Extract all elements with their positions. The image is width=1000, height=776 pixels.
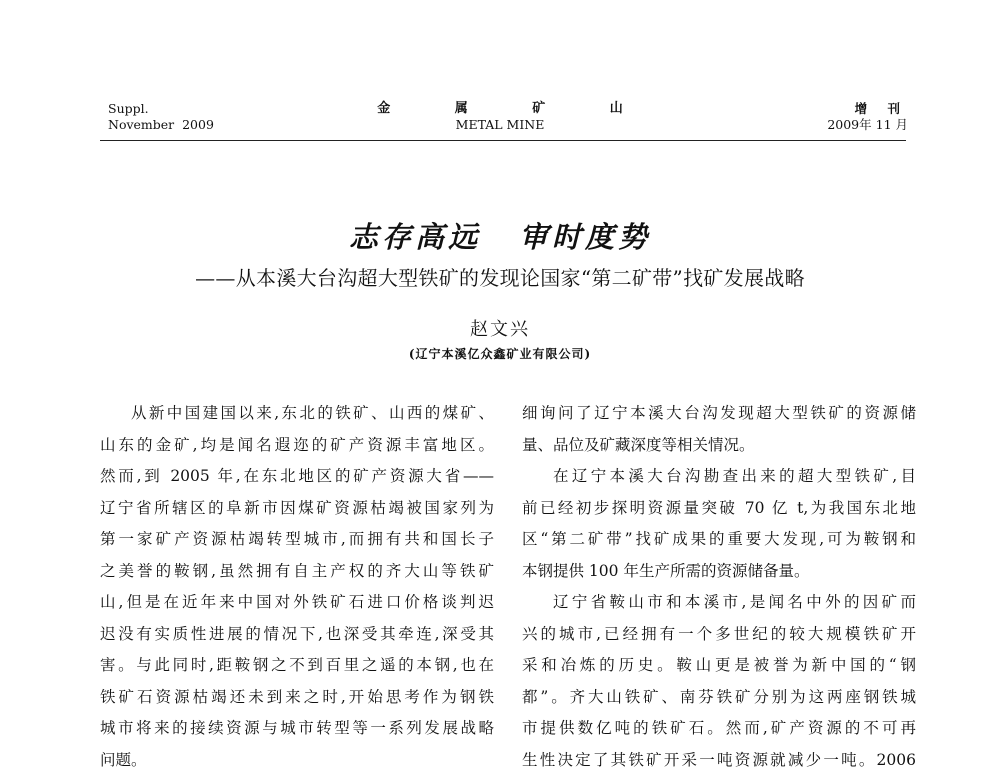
text-line: 细询问了辽宁本溪大台沟发现超大型铁矿的资源储 [522,398,916,430]
text-line: 区“第二矿带”找矿成果的重要大发现,可为鞍钢和 [522,524,916,556]
journal-name-cn: 金 属 矿 山 [0,101,1000,117]
journal-name-en: METAL MINE [0,117,1000,133]
text-line: 兴的城市,已经拥有一个多世纪的较大规模铁矿开 [522,619,916,651]
supplement-label: Suppl. [108,101,214,117]
title-part-1: 志存高远 [349,220,481,254]
text-line: 都”。齐大山铁矿、南芬铁矿分别为这两座钢铁城 [522,682,916,714]
text-line: 本钢提供 100 年生产所需的资源储备量。 [522,556,916,588]
text-line: 害。与此同时,距鞍钢之不到百里之遥的本钢,也在 [100,650,494,682]
text-line: 铁矿石资源枯竭还未到来之时,开始思考作为钢铁 [100,682,494,714]
text-line: 采和冶炼的历史。鞍山更是被誉为新中国的“钢 [522,650,916,682]
supplement-label-cn: 增 刊 [827,101,908,117]
header-divider [100,140,906,141]
text-line: 山,但是在近年来中国对外铁矿石进口价格谈判迟 [100,587,494,619]
issue-date-en: November 2009 [108,117,214,133]
author-name: 赵文兴 [0,315,1000,341]
text-line: 城市将来的接续资源与城市转型等一系列发展战略 [100,713,494,745]
text-line: 辽宁省所辖区的阜新市因煤矿资源枯竭被国家列为 [100,493,494,525]
text-line: 第一家矿产资源枯竭转型城市,而拥有共和国长子 [100,524,494,556]
text-line: 之美誉的鞍钢,虽然拥有自主产权的齐大山等铁矿 [100,556,494,588]
text-line: 量、品位及矿藏深度等相关情况。 [522,430,916,462]
header-right [827,101,908,133]
text-line: 在辽宁本溪大台沟勘查出来的超大型铁矿,目 [522,461,916,493]
title-part-2: 审时度势 [519,220,651,254]
text-line: 山东的金矿,均是闻名遐迩的矿产资源丰富地区。 [100,430,494,462]
body-column-left [100,398,494,776]
text-line: 辽宁省鞍山市和本溪市,是闻名中外的因矿而 [522,587,916,619]
text-line: 问题。 [100,745,494,776]
text-line: 市提供数亿吨的铁矿石。然而,矿产资源的不可再 [522,713,916,745]
article-title [0,215,1000,256]
article-subtitle: ——从本溪大台沟超大型铁矿的发现论国家“第二矿带”找矿发展战略 [130,262,870,291]
text-line: 生性决定了其铁矿开采一吨资源就减少一吨。2006 [522,745,916,776]
author-affiliation: (辽宁本溪亿众鑫矿业有限公司) [0,345,1000,362]
text-line: 从新中国建国以来,东北的铁矿、山西的煤矿、 [100,398,494,430]
body-column-right [522,398,916,776]
text-line: 迟没有实质性进展的情况下,也深受其牵连,深受其 [100,619,494,651]
text-line: 前已经初步探明资源量突破 70 亿 t,为我国东北地 [522,493,916,525]
text-line: 然而,到 2005 年,在东北地区的矿产资源大省—— [100,461,494,493]
issue-date-cn: 2009年 11 月 [827,117,908,133]
